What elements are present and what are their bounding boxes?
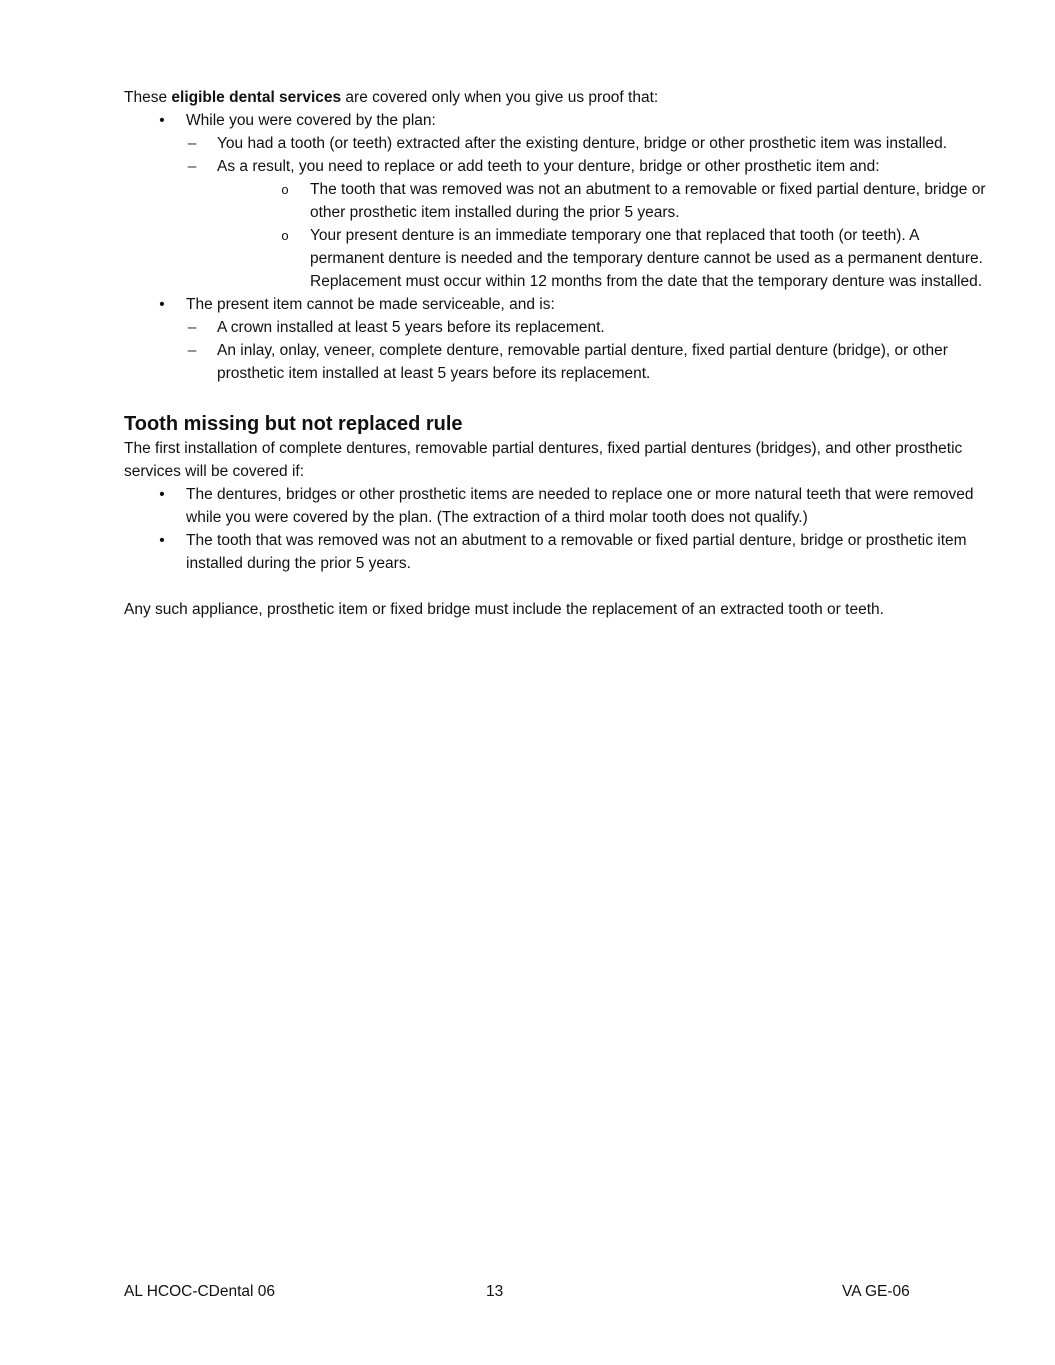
dash-marker: – [187, 158, 197, 175]
section-heading: Tooth missing but not replaced rule [124, 413, 463, 435]
list-item [124, 316, 994, 339]
dash-marker: – [187, 342, 197, 359]
bullet-marker: • [159, 112, 165, 129]
bullet-marker: • [159, 296, 165, 313]
section-intro: The first installation of complete dentures, removable partial dentures, fixed partial dentures (bridges), and other prosthetic services will be covered if: [124, 440, 963, 480]
list-item [124, 529, 994, 575]
list-item-text: An inlay, onlay, veneer, complete denture, removable partial denture, fixed partial denture (bridge), or other prosthetic item installed at least 5 years before its replacement. [217, 342, 948, 382]
bullet-marker: • [159, 532, 165, 549]
intro-suffix: are covered only when you give us proof that: [341, 89, 659, 106]
footer-document-code: AL HCOC-CDental 06 [124, 1283, 276, 1300]
list-item [124, 483, 994, 529]
list-item-text: The tooth that was removed was not an abutment to a removable or fixed partial denture, bridge or prosthetic item installed during the prior 5 years. [186, 532, 967, 572]
footer-page-number: 13 [486, 1283, 504, 1300]
document-body [124, 86, 994, 621]
list-item-text: The tooth that was removed was not an abutment to a removable or fixed partial denture, bridge or other prosthetic item installed during the prior 5 years. [310, 181, 986, 221]
dash-marker: – [187, 135, 197, 152]
list-item [124, 339, 994, 385]
list-item [124, 224, 994, 293]
closing-paragraph: Any such appliance, prosthetic item or fixed bridge must include the replacement of an extracted tooth or teeth. [124, 601, 884, 618]
intro-bold-term: eligible dental services [171, 89, 342, 106]
list-item [124, 178, 994, 224]
list-item [124, 293, 994, 316]
circle-marker: o [281, 228, 289, 243]
list-item-text: You had a tooth (or teeth) extracted after the existing denture, bridge or other prosthetic item was installed. [217, 135, 948, 152]
list-item [124, 109, 994, 132]
list-item-text: The present item cannot be made serviceable, and is: [186, 296, 555, 313]
dash-marker: – [187, 319, 197, 336]
list-item-text: As a result, you need to replace or add teeth to your denture, bridge or other prosthetic item and: [217, 158, 880, 175]
bullet-marker: • [159, 486, 165, 503]
list-item-text: Your present denture is an immediate temporary one that replaced that tooth (or teeth). A permanent denture is needed and the temporary denture cannot be used as a permanent denture. Replacement must occur within 12 months from the date that the temporary denture was installed. [310, 227, 983, 290]
intro-prefix: These [124, 89, 172, 106]
footer-form-code: VA GE-06 [842, 1283, 910, 1300]
proof-list [124, 109, 994, 385]
intro-paragraph [124, 86, 994, 109]
list-item [124, 155, 994, 178]
list-item [124, 132, 994, 155]
list-item-text: While you were covered by the plan: [186, 112, 436, 129]
circle-marker: o [281, 182, 289, 197]
coverage-conditions-list [124, 483, 994, 575]
list-item-text: The dentures, bridges or other prosthetic items are needed to replace one or more natural teeth that were removed while you were covered by the plan. (The extraction of a third molar tooth does not qualify.) [186, 486, 974, 526]
list-item-text: A crown installed at least 5 years before its replacement. [217, 319, 605, 336]
